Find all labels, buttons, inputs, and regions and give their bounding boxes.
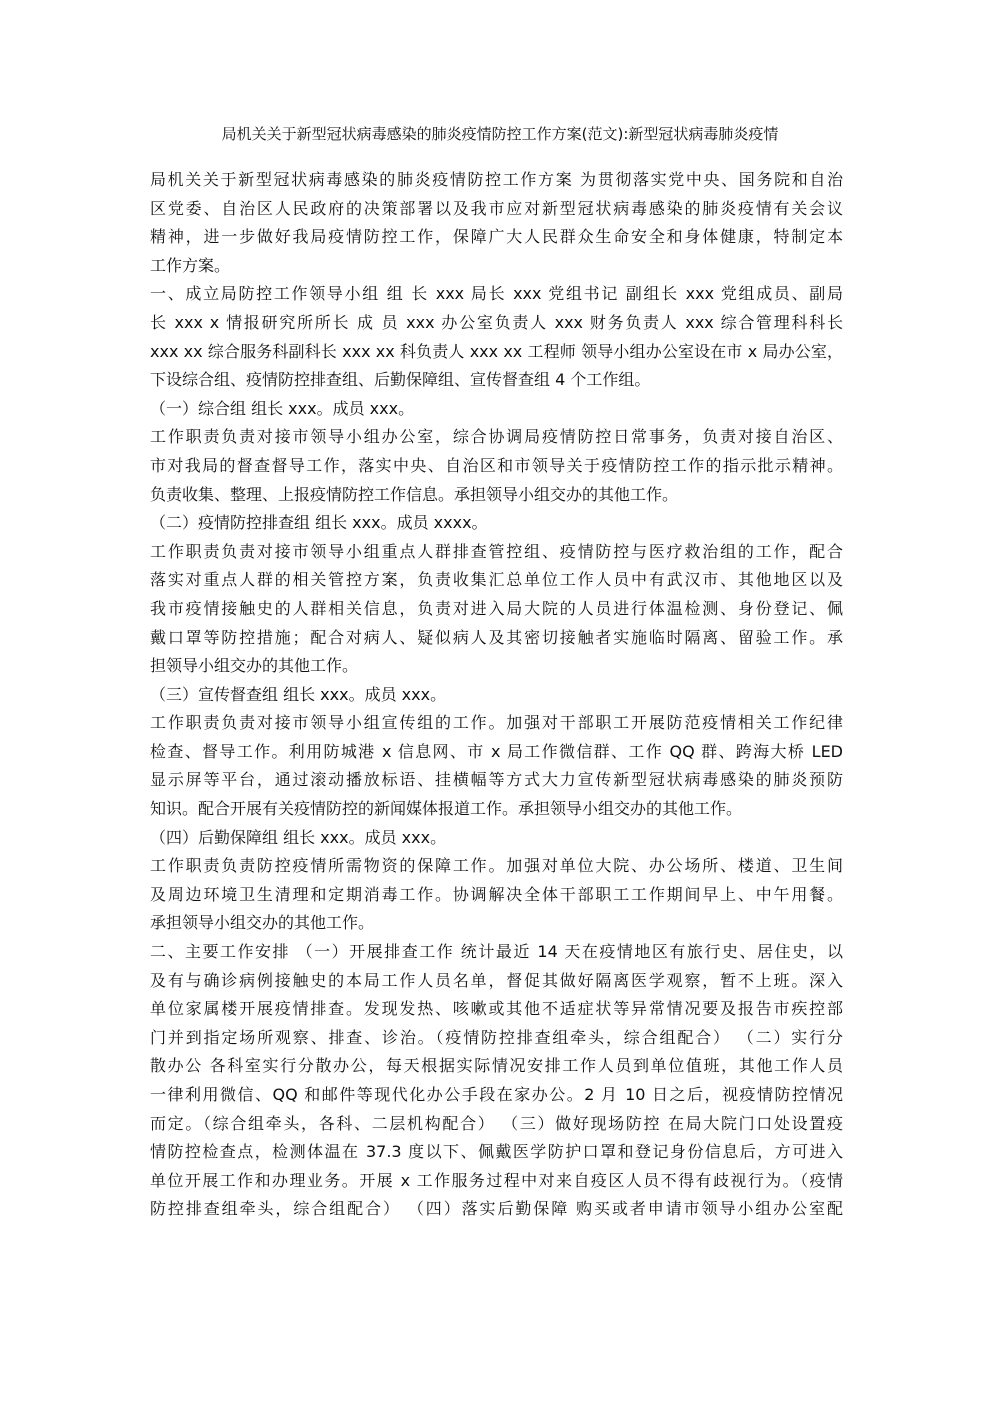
body-line: 工作职责负责对接市领导小组重点人群排查管控组、疫情防控与医疗救治组的工作，配合 <box>150 541 843 561</box>
body-line: 门并到指定场所观察、排查、诊治。（疫情防控排查组牵头，综合组配合） （二）实行分 <box>150 1027 843 1047</box>
body-line: 担领导小组交办的其他工作。 <box>150 656 359 676</box>
body-line: 市对我局的督查督导工作，落实中央、自治区和市领导关于疫情防控工作的指示批示精神。 <box>150 455 843 475</box>
document-body <box>150 166 843 1224</box>
body-line: 下设综合组、疫情防控排查组、后勤保障组、宣传督查组 4 个工作组。 <box>150 370 651 390</box>
body-line: 我市疫情接触史的人群相关信息，负责对进入局大院的人员进行体温检测、身份登记、佩 <box>150 598 843 618</box>
body-line: 单位开展工作和办理业务。开展 x 工作服务过程中对来自疫区人员不得有歧视行为。（疫情 <box>150 1170 843 1190</box>
body-line: （一）综合组 组长 xxx。成员 xxx。 <box>150 398 415 418</box>
body-line: 知识。配合开展有关疫情防控的新闻媒体报道工作。承担领导小组交办的其他工作。 <box>150 799 743 819</box>
body-line: 长 xxx x 情报研究所所长 成 员 xxx 办公室负责人 xxx 财务负责人 xxx 综合管理科科长 <box>150 312 843 332</box>
body-line: （二）疫情防控排查组 组长 xxx。成员 xxxx。 <box>150 513 488 533</box>
body-line: 及有与确诊病例接触史的本局工作人员名单，督促其做好隔离医学观察，暂不上班。深入 <box>150 970 843 990</box>
body-line: 检查、督导工作。利用防城港 x 信息网、市 x 局工作微信群、工作 QQ 群、跨海大桥 LED <box>150 741 843 761</box>
body-line: 防控排查组牵头，综合组配合） （四）落实后勤保障 购买或者申请市领导小组办公室配 <box>150 1199 843 1219</box>
body-line: 承担领导小组交办的其他工作。 <box>150 913 375 933</box>
body-line: 散办公 各科室实行分散办公，每天根据实际情况安排工作人员到单位值班，其他工作人员 <box>150 1056 843 1076</box>
body-line: 一、成立局防控工作领导小组 组 长 xxx 局长 xxx 党组书记 副组长 xxx 党组成员、副局 <box>150 284 843 304</box>
body-line: （四）后勤保障组 组长 xxx。成员 xxx。 <box>150 827 447 847</box>
body-line: 落实对重点人群的相关管控方案，负责收集汇总单位工作人员中有武汉市、其他地区以及 <box>150 570 843 590</box>
body-line: 工作职责负责对接市领导小组办公室，综合协调局疫情防控日常事务，负责对接自治区、 <box>150 427 843 447</box>
body-line: 工作职责负责防控疫情所需物资的保障工作。加强对单位大院、办公场所、楼道、卫生间 <box>150 856 843 876</box>
body-line: 二、主要工作安排 （一）开展排查工作 统计最近 14 天在疫情地区有旅行史、居住史，以 <box>150 942 843 962</box>
body-line: 局机关关于新型冠状病毒感染的肺炎疫情防控工作方案 为贯彻落实党中央、国务院和自治 <box>150 170 843 189</box>
body-line: 精神，进一步做好我局疫情防控工作，保障广大人民群众生命安全和身体健康，特制定本 <box>150 227 843 247</box>
body-line: 显示屏等平台，通过滚动播放标语、挂横幅等方式大力宣传新型冠状病毒感染的肺炎预防 <box>150 770 843 790</box>
body-line: 负责收集、整理、上报疫情防控工作信息。承担领导小组交办的其他工作。 <box>150 484 679 504</box>
body-line: 一律利用微信、QQ 和邮件等现代化办公手段在家办公。2 月 10 日之后，视疫情防控情况 <box>150 1085 843 1104</box>
body-line: （三）宣传督查组 组长 xxx。成员 xxx。 <box>150 684 447 704</box>
document-title: 局机关关于新型冠状病毒感染的肺炎疫情防控工作方案(范文):新型冠状病毒肺炎疫情 <box>221 125 779 143</box>
body-line: 区党委、自治区人民政府的决策部署以及我市应对新型冠状病毒感染的肺炎疫情有关会议 <box>150 198 843 218</box>
body-line: 戴口罩等防控措施；配合对病人、疑似病人及其密切接触者实施临时隔离、留验工作。承 <box>150 627 843 647</box>
body-line: 单位家属楼开展疫情排查。发现发热、咳嗽或其他不适症状等异常情况要及报告市疾控部 <box>150 999 843 1019</box>
body-line: 工作职责负责对接市领导小组宣传组的工作。加强对干部职工开展防范疫情相关工作纪律 <box>150 713 843 733</box>
body-line: 而定。（综合组牵头，各科、二层机构配合） （三）做好现场防控 在局大院门口处设置疫 <box>150 1113 843 1133</box>
body-line: 及周边环境卫生清理和定期消毒工作。协调解决全体干部职工工作期间早上、中午用餐。 <box>150 884 843 904</box>
body-line: 情防控检查点，检测体温在 37.3 度以下、佩戴医学防护口罩和登记身份信息后，方可进入 <box>150 1142 843 1162</box>
body-line: xxx xx 综合服务科副科长 xxx xx 科负责人 xxx xx 工程师 领导小组办公室设在市 x 局办公室， <box>150 341 843 361</box>
body-line: 工作方案。 <box>150 255 231 275</box>
